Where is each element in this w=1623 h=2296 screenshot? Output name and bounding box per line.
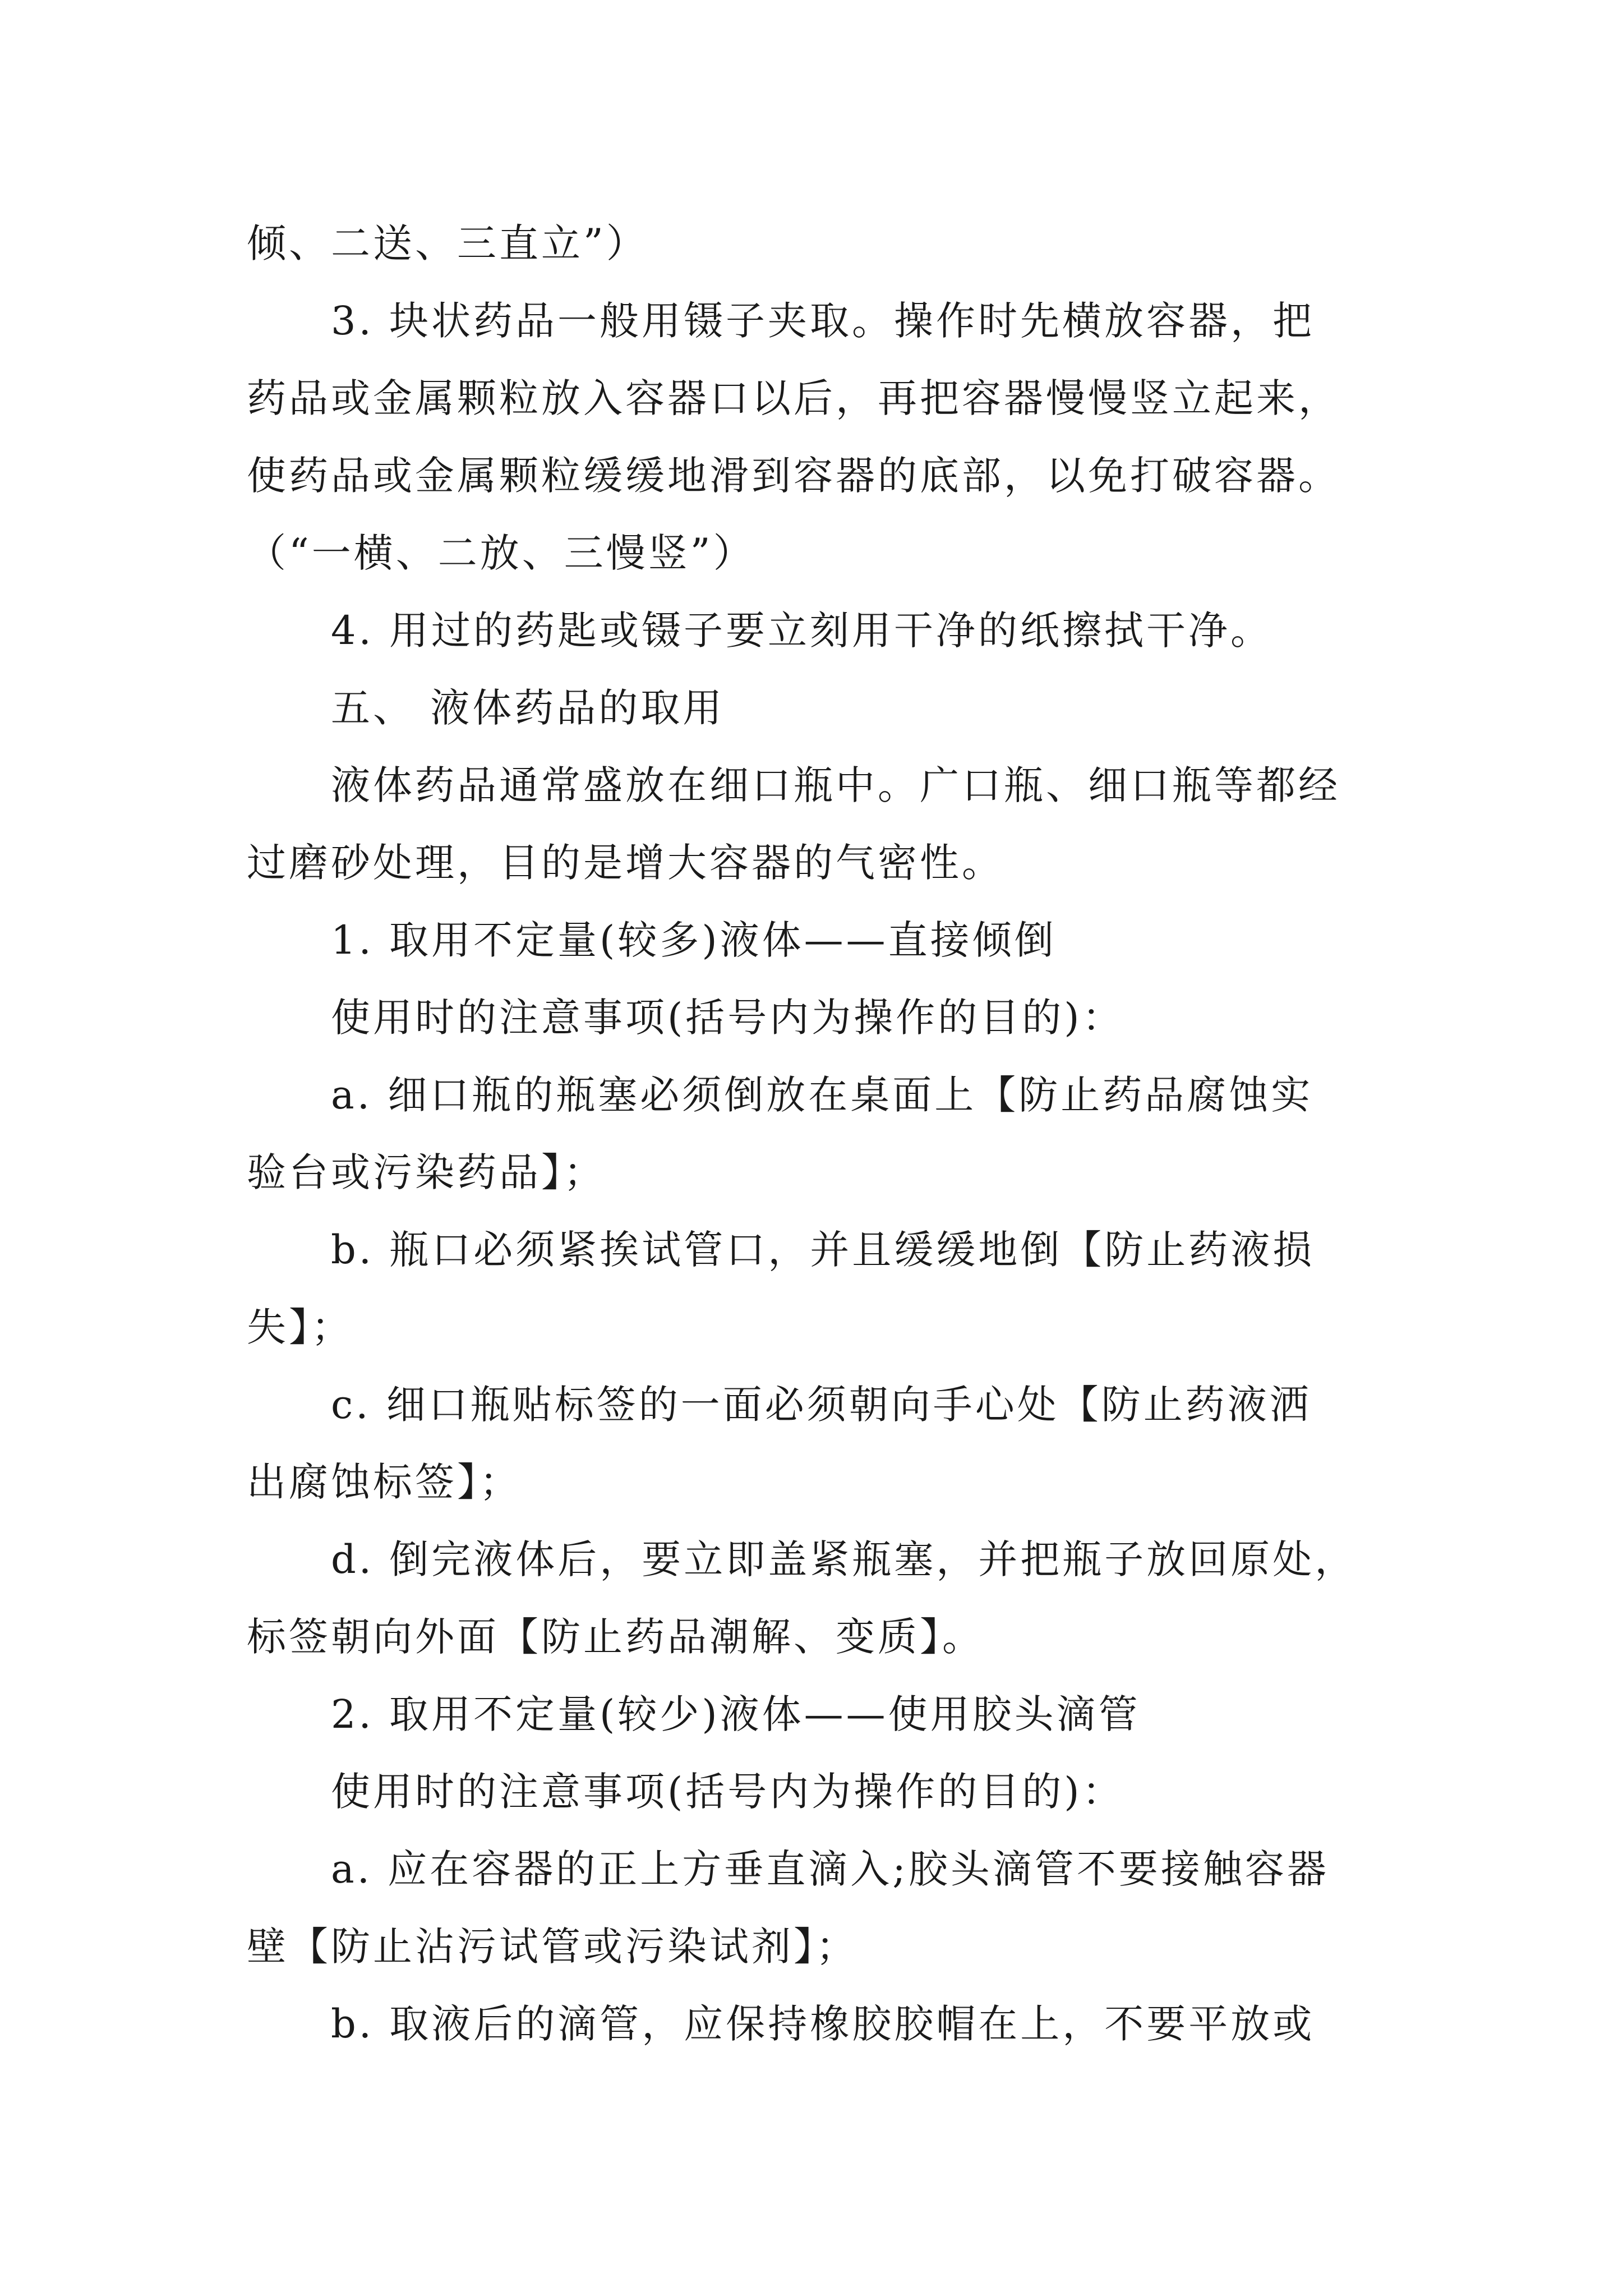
text-line-14: b. 瓶口必须紧挨试管口，并且缓缓地倒【防止药液损 [331,1227,1315,1273]
text-line-8: 液体药品通常盛放在细口瓶中。广口瓶、细口瓶等都经 [331,762,1340,808]
text-line-3: 药品或金属颗粒放入容器口以后，再把容器慢慢竖立起来， [247,375,1340,421]
text-line-6: 4. 用过的药匙或镊子要立刻用干净的纸擦拭干净。 [331,608,1273,654]
text-line-15: 失】； [247,1304,353,1350]
text-line-18: d. 倒完液体后，要立即盖紧瓶塞，并把瓶子放回原处， [331,1536,1357,1582]
text-line-24: b. 取液后的滴管，应保持橡胶胶帽在上，不要平放或 [331,2001,1315,2047]
text-line-12: a. 细口瓶的瓶塞必须倒放在桌面上【防止药品腐蚀实 [331,1072,1313,1118]
text-line-21: 使用时的注意事项(括号内为操作的目的)： [331,1769,1124,1815]
text-line-2: 3. 块状药品一般用镊子夹取。操作时先横放容器，把 [331,298,1315,344]
text-line-23: 壁【防止沾污试管或污染试剂】； [247,1924,858,1970]
text-line-17: 出腐蚀标签】； [247,1459,522,1505]
text-line-13: 验台或污染药品】； [247,1149,606,1195]
subheading-2: 2. 取用不定量(较少)液体——使用胶头滴管 [331,1691,1141,1737]
text-line-9: 过磨砂处理，目的是增大容器的气密性。 [247,840,1004,886]
text-line-11: 使用时的注意事项(括号内为操作的目的)： [331,995,1124,1041]
document-body [247,205,1380,2063]
subheading-1: 1. 取用不定量(较多)液体——直接倾倒 [331,917,1057,963]
section-heading: 五、 液体药品的取用 [331,685,725,731]
text-line-1: 倾、二送、三直立”） [247,220,648,266]
text-line-16: c. 细口瓶贴标签的一面必须朝向手心处【防止药液洒 [331,1382,1312,1428]
text-line-4: 使药品或金属颗粒缓缓地滑到容器的底部，以免打破容器。 [247,453,1340,499]
text-line-5: （“一横、二放、三慢竖”） [247,530,755,576]
text-line-22: a. 应在容器的正上方垂直滴入;胶头滴管不要接触容器 [331,1846,1329,1892]
text-line-19: 标签朝向外面【防止药品潮解、变质】。 [247,1614,984,1660]
